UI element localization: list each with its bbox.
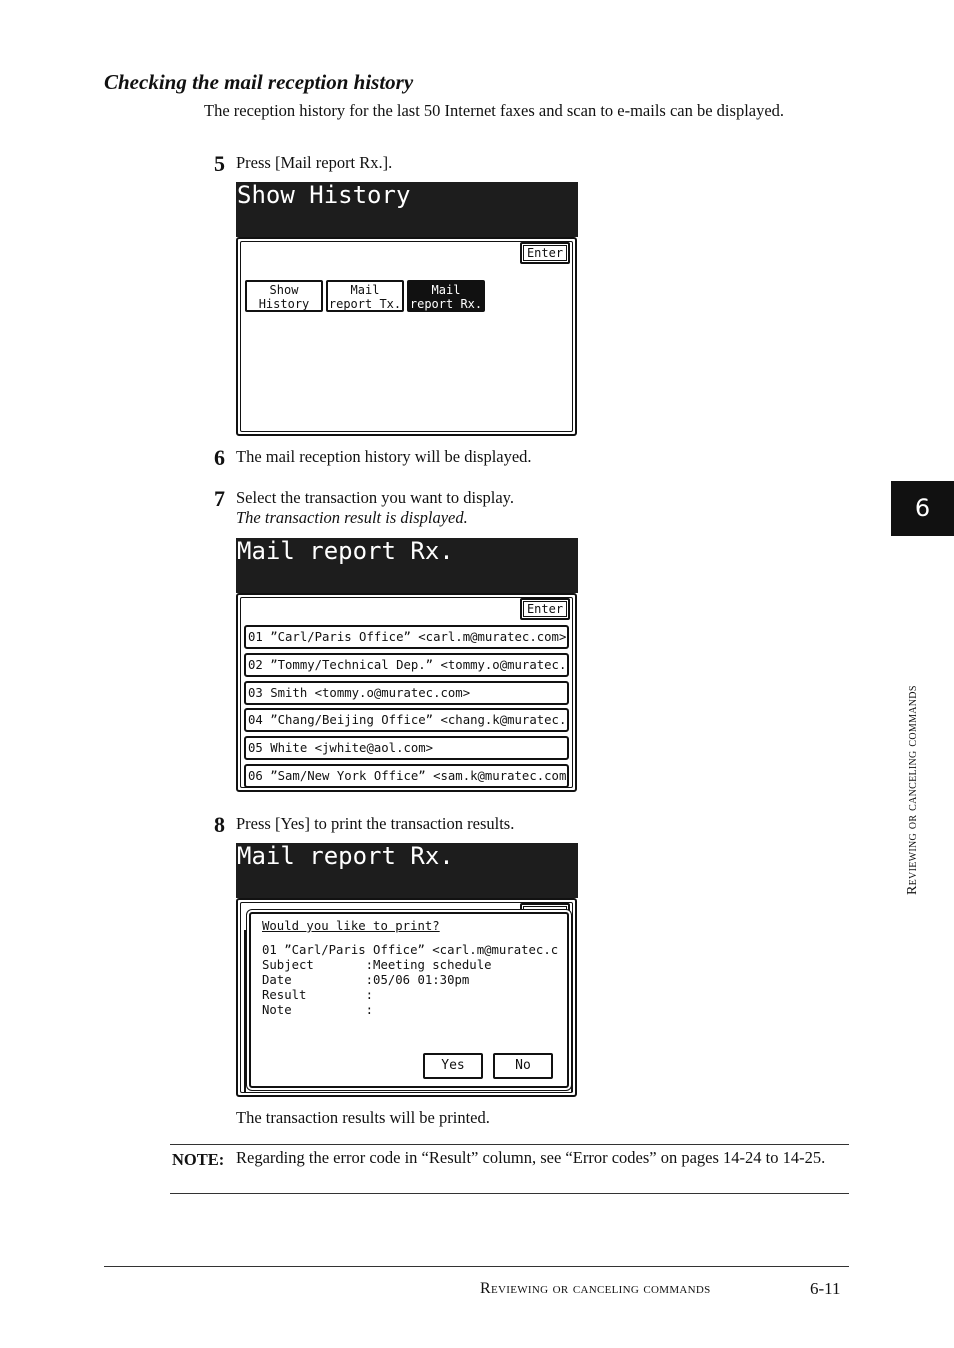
- note-divider-top: [170, 1144, 849, 1145]
- tab-mail-report-rx[interactable]: Mail report Rx.: [407, 280, 485, 312]
- tab-mail-report-tx[interactable]: Mail report Tx.: [326, 280, 404, 312]
- after-text: The transaction results will be printed.: [236, 1108, 490, 1127]
- no-button[interactable]: No: [493, 1053, 553, 1079]
- history-row[interactable]: 02 ”Tommy/Technical Dep.” <tommy.o@muratec.: [244, 653, 569, 677]
- lcd-title: Mail report Rx.: [236, 843, 578, 898]
- tab-show-history[interactable]: Show History: [245, 280, 323, 312]
- step-number: 6: [214, 445, 225, 470]
- dialog-line: Subject :Meeting schedule: [262, 958, 492, 972]
- enter-button[interactable]: Enter: [520, 598, 570, 620]
- page-number: 6-11: [810, 1279, 841, 1298]
- yes-button[interactable]: Yes: [423, 1053, 483, 1079]
- print-confirm-dialog: [249, 912, 569, 1088]
- step-number: 7: [214, 486, 225, 511]
- step-text: Press [Yes] to print the transaction results.: [236, 814, 515, 833]
- history-row[interactable]: 05 White <jwhite@aol.com>: [244, 736, 569, 760]
- note-divider-bottom: [170, 1193, 849, 1194]
- side-section-label: Reviewing or canceling commands: [905, 685, 920, 895]
- note-label: NOTE:: [172, 1150, 225, 1169]
- history-row[interactable]: 04 ”Chang/Beijing Office” <chang.k@muratec.: [244, 708, 569, 732]
- dialog-line: 01 ”Carl/Paris Office” <carl.m@muratec.c: [262, 943, 559, 957]
- step-number: 5: [214, 151, 225, 176]
- lcd-title: Mail report Rx.: [236, 538, 578, 593]
- dialog-line: Note :: [262, 1003, 374, 1017]
- intro-text: The reception history for the last 50 Internet faxes and scan to e-mails can be displayed.: [204, 101, 785, 120]
- section-title: Checking the mail reception history: [104, 70, 414, 94]
- lcd-panel: [236, 593, 577, 792]
- lcd-title: Show History: [236, 182, 578, 237]
- dialog-line: Date :05/06 01:30pm: [262, 973, 470, 987]
- lcd-panel: [236, 898, 577, 1097]
- chapter-tab: 6: [891, 481, 954, 536]
- footer-section: Reviewing or canceling commands: [480, 1280, 711, 1297]
- step-text: Press [Mail report Rx.].: [236, 153, 393, 172]
- step-text: Select the transaction you want to display.: [236, 488, 514, 507]
- step-result: The transaction result is displayed.: [236, 508, 468, 527]
- step-number: 8: [214, 812, 225, 837]
- history-row[interactable]: 03 Smith <tommy.o@muratec.com>: [244, 681, 569, 705]
- footer-rule: [104, 1266, 849, 1267]
- history-row[interactable]: 01 ”Carl/Paris Office” <carl.m@muratec.com>: [244, 625, 569, 649]
- lcd-print-dialog-screen: [236, 843, 577, 1099]
- dialog-line: Result :: [262, 988, 374, 1002]
- enter-button[interactable]: Enter: [520, 242, 570, 264]
- note-text: Regarding the error code in “Result” column, see “Error codes” on pages 14-24 to 14-25.: [236, 1148, 826, 1167]
- lcd-mail-report-rx-list: [236, 538, 577, 794]
- step-text: The mail reception history will be displayed.: [236, 447, 532, 466]
- history-row[interactable]: 06 ”Sam/New York Office” <sam.k@muratec.com: [244, 764, 569, 788]
- lcd-panel: [236, 237, 577, 436]
- dialog-question: Would you like to print?: [262, 919, 440, 933]
- lcd-show-history: [236, 182, 577, 438]
